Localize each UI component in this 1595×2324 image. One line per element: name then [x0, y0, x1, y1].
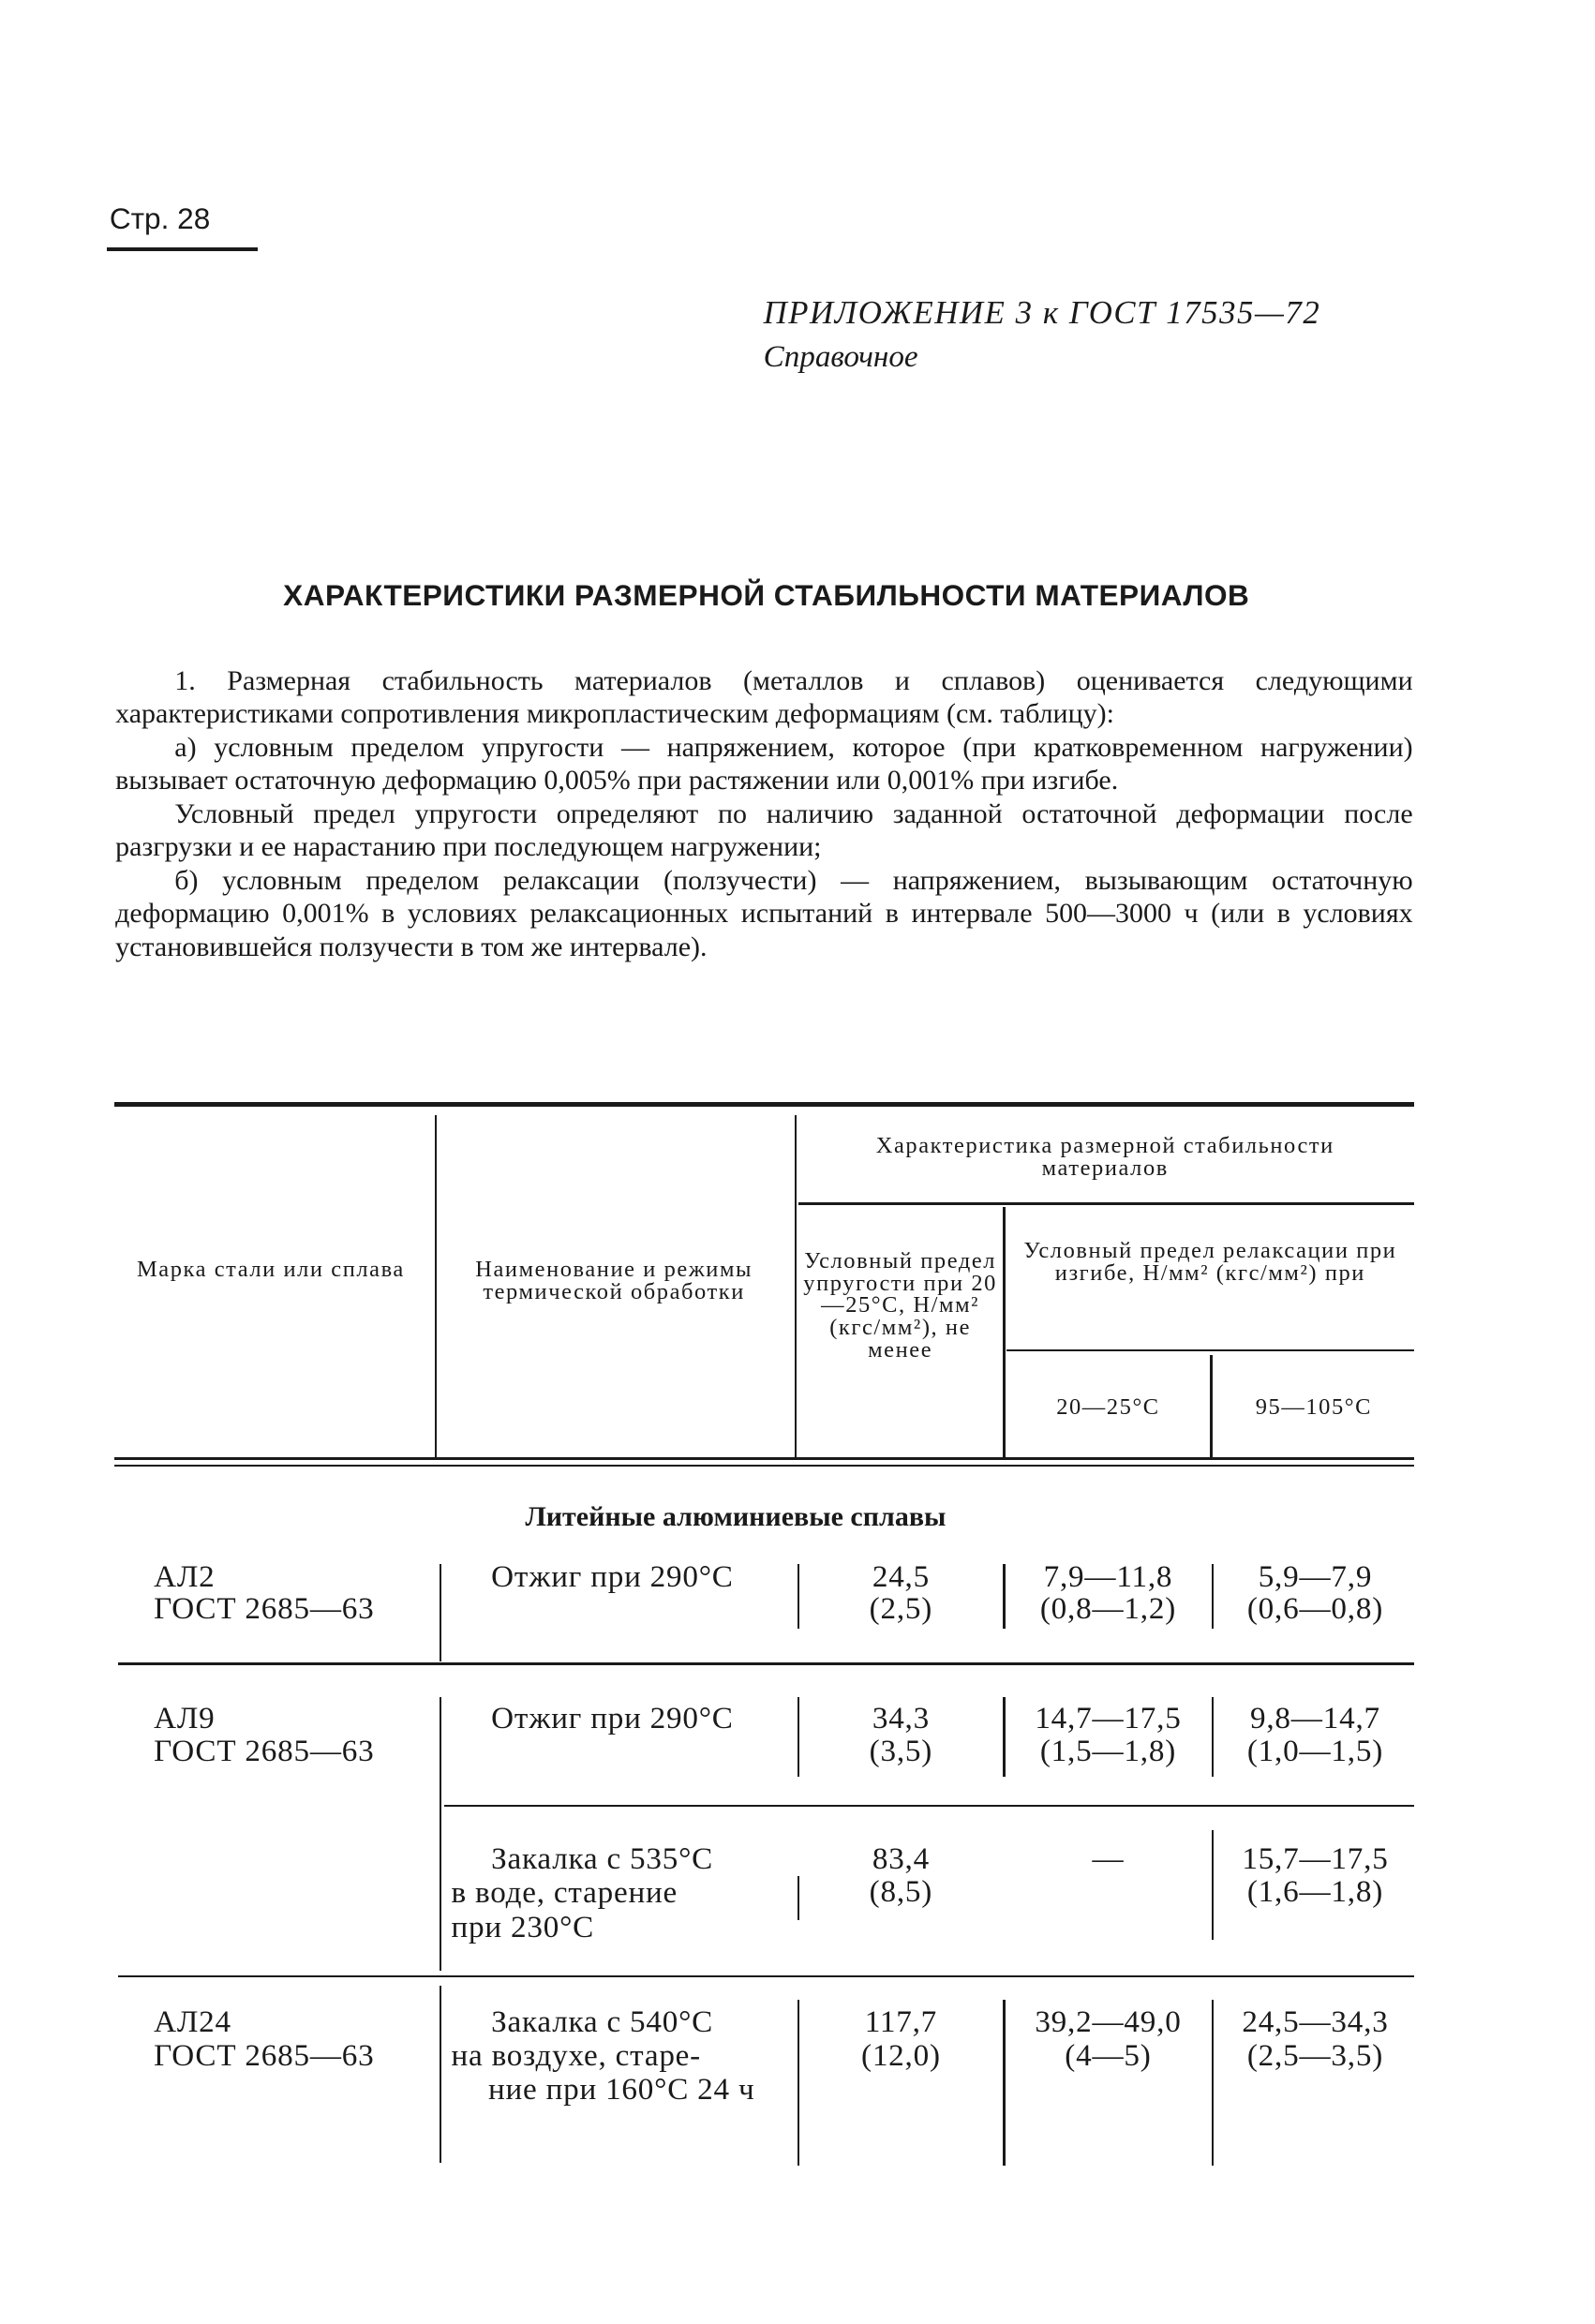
paragraph-2: а) условным пределом упругости — напряжением, которое (при кратковременном нагружении) вызывает остаточную деформацию 0,005% при растяжении или 0,001% при изгибе.	[115, 731, 1413, 797]
treatment: Отжиг при 290°С	[491, 1701, 734, 1736]
relaxation-20c: 14,7—17,5	[1035, 1701, 1182, 1736]
row-divider	[1003, 1564, 1005, 1629]
reference-type: Справочное	[763, 338, 918, 374]
material-standard: ГОСТ 2685—63	[154, 2038, 375, 2074]
elastic-limit-value: 24,5	[872, 1558, 930, 1594]
body-text	[115, 664, 1413, 964]
relaxation-100c: 5,9—7,9	[1258, 1558, 1373, 1594]
paragraph-3: Условный предел упругости определяют по наличию заданной остаточной деформации после разгрузки и ее нарастанию при последующем нагружении;	[115, 797, 1413, 863]
header-divider	[435, 1115, 437, 1457]
relaxation-20c: —	[1092, 1841, 1125, 1877]
section-title: Литейные алюминиевые сплавы	[525, 1501, 947, 1533]
relaxation-20c-kgf: (1,5—1,8)	[1039, 1733, 1177, 1768]
table-top-rule	[114, 1102, 1415, 1107]
row-divider	[798, 1876, 799, 1920]
row-divider	[798, 1564, 799, 1629]
row-divider	[440, 1697, 441, 1971]
header-divider	[795, 1115, 797, 1457]
material-name: АЛ9	[154, 1701, 216, 1736]
elastic-limit-value: 34,3	[872, 1701, 930, 1736]
elastic-limit-value-kgf: (3,5)	[869, 1733, 933, 1768]
header-temp-2: 95—105°С	[1255, 1394, 1373, 1421]
relaxation-20c: 7,9—11,8	[1043, 1558, 1173, 1594]
page-number-underline	[107, 247, 258, 252]
elastic-limit-value: 83,4	[872, 1841, 930, 1877]
row-rule	[444, 1805, 1415, 1807]
material-standard: ГОСТ 2685—63	[154, 1733, 375, 1768]
elastic-limit-value: 117,7	[864, 2004, 938, 2039]
row-divider	[1212, 1830, 1214, 1940]
treatment-line-3: ние при 160°С 24 ч	[487, 2072, 755, 2108]
header-divider	[1210, 1355, 1212, 1457]
header-divider	[1003, 1207, 1005, 1457]
header-elastic-limit: Условный предел упругости при 20—25°С, Н/мм² (кгс/мм²), не менее	[803, 1248, 997, 1363]
material-standard: ГОСТ 2685—63	[154, 1591, 375, 1627]
material-name: АЛ2	[154, 1558, 216, 1594]
header-relaxation-limit: Условный предел релаксации при изгибе, Н/мм² (кгс/мм²) при	[1023, 1237, 1397, 1286]
row-divider	[1003, 1697, 1005, 1777]
relaxation-100c: 15,7—17,5	[1242, 1841, 1389, 1877]
paragraph-4: б) условным пределом релаксации (ползучести) — напряжением, вызывающим остаточную деформацию 0,001% в условиях релаксационных испытаний в интервале 500—3000 ч (или в условиях установившейся ползучести в том же интервале).	[115, 864, 1413, 962]
page-title: ХАРАКТЕРИСТИКИ РАЗМЕРНОЙ СТАБИЛЬНОСТИ МАТЕРИАЛОВ	[283, 578, 1250, 613]
header-rule-group	[798, 1202, 1414, 1204]
header-bottom-rule-1	[114, 1457, 1415, 1460]
header-treatment: Наименование и режимы термической обработки	[475, 1257, 753, 1305]
relaxation-100c: 9,8—14,7	[1250, 1701, 1380, 1736]
treatment-line-2: на воздухе, старе-	[451, 2038, 702, 2074]
treatment: Отжиг при 290°С	[491, 1558, 734, 1594]
row-divider	[1003, 2000, 1005, 2166]
row-divider	[440, 1564, 441, 1661]
treatment-line-3: при 230°С	[451, 1909, 594, 1944]
row-rule	[118, 1662, 1414, 1664]
elastic-limit-value-kgf: (12,0)	[861, 2038, 941, 2074]
relaxation-20c-kgf: (0,8—1,2)	[1039, 1591, 1177, 1627]
header-bottom-rule-2	[114, 1465, 1415, 1467]
relaxation-100c: 24,5—34,3	[1242, 2004, 1389, 2039]
row-divider	[1212, 1564, 1214, 1629]
header-material: Марка стали или сплава	[136, 1257, 405, 1283]
treatment-line-2: в воде, старение	[451, 1875, 678, 1911]
paragraph-1: 1. Размерная стабильность материалов (металлов и сплавов) оценивается следующими характеристиками сопротивления микропластическим деформациям (см. таблицу):	[115, 664, 1413, 730]
treatment: Закалка с 540°С	[491, 2004, 714, 2039]
appendix-label: ПРИЛОЖЕНИЕ 3 к ГОСТ 17535—72	[763, 294, 1321, 332]
row-divider	[440, 1986, 441, 2163]
row-rule	[118, 1975, 1414, 1977]
treatment: Закалка с 535°С	[491, 1841, 714, 1877]
header-temp-1: 20—25°С	[1056, 1394, 1160, 1421]
elastic-limit-value-kgf: (8,5)	[869, 1873, 933, 1909]
header-stability-group: Характеристика размерной стабильности материалов	[875, 1132, 1334, 1181]
elastic-limit-value-kgf: (2,5)	[869, 1591, 933, 1627]
material-name: АЛ24	[154, 2004, 231, 2039]
relaxation-100c-kgf: (1,0—1,5)	[1246, 1733, 1384, 1768]
relaxation-100c-kgf: (0,6—0,8)	[1246, 1591, 1384, 1627]
header-rule-relax	[1006, 1349, 1415, 1351]
row-divider	[1212, 1697, 1214, 1777]
relaxation-100c-kgf: (2,5—3,5)	[1246, 2038, 1384, 2074]
relaxation-100c-kgf: (1,6—1,8)	[1246, 1873, 1384, 1909]
row-divider	[1212, 2000, 1214, 2166]
relaxation-20c-kgf: (4—5)	[1065, 2038, 1152, 2074]
relaxation-20c: 39,2—49,0	[1035, 2004, 1182, 2039]
page-number: Стр. 28	[109, 201, 211, 235]
row-divider	[798, 1697, 799, 1777]
